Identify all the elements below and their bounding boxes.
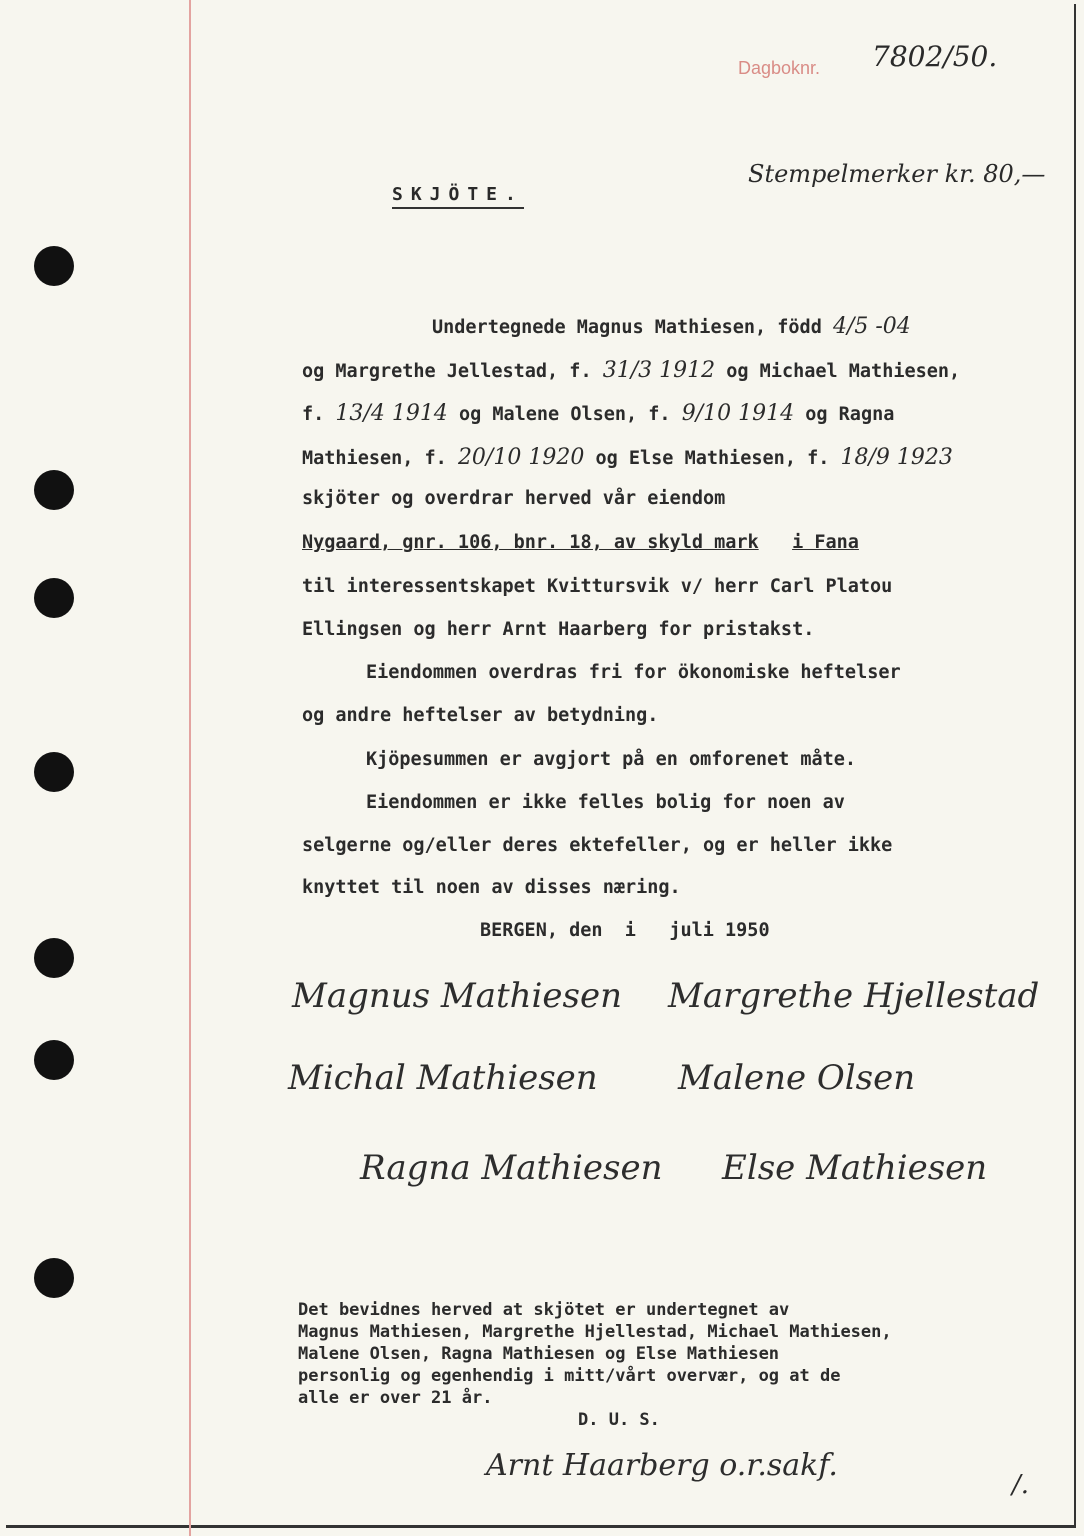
dagboknr-stamp: Dagboknr.	[738, 58, 821, 78]
attestation-line: personlig og egenhendig i mitt/vårt overvær, og at de	[298, 1366, 841, 1386]
body-line: Eiendommen er ikke felles bolig for noen av	[366, 792, 845, 813]
punch-hole	[34, 470, 74, 510]
body-line: og andre heftelser av betydning.	[302, 705, 659, 726]
punch-hole	[34, 1040, 74, 1080]
body-line: knyttet til noen av disses næring.	[302, 877, 681, 898]
document-title: SKJÖTE.	[392, 184, 524, 209]
body-line: skjöter og overdrar herved vår eiendom	[302, 488, 726, 509]
body-line: til interessentskapet Kvittursvik v/ herr Carl Platou	[302, 576, 893, 597]
body-line: f. 13/4 1914 og Malene Olsen, f. 9/10 1914 og Ragna	[302, 401, 895, 426]
signature: Malene Olsen	[678, 1058, 916, 1098]
body-line: Kjöpesummen er avgjort på en omforenet måte.	[366, 749, 857, 770]
signature: Ragna Mathiesen	[360, 1148, 663, 1188]
punch-hole	[34, 578, 74, 618]
dagboknr-number: 7802/50.	[872, 40, 998, 73]
margin-line	[189, 0, 191, 1536]
body-line: og Margrethe Jellestad, f. 31/3 1912 og Michael Mathiesen,	[302, 358, 961, 383]
punch-hole	[34, 938, 74, 978]
punch-hole	[34, 246, 74, 286]
signature: Margrethe Hjellestad	[668, 976, 1040, 1016]
attestation-line: alle er over 21 år.	[298, 1388, 493, 1408]
witness-signature: Arnt Haarberg o.r.sakf.	[486, 1448, 838, 1483]
handwritten-date: 13/4 1914	[335, 401, 448, 426]
attestation-line: Malene Olsen, Ragna Mathiesen og Else Mathiesen	[298, 1344, 780, 1364]
closing-mark: /.	[1012, 1470, 1030, 1500]
signature: Michal Mathiesen	[288, 1058, 598, 1098]
body-line: selgerne og/eller deres ektefeller, og er heller ikke	[302, 835, 893, 856]
handwritten-date: 20/10 1920	[457, 445, 585, 470]
attestation-line: Det bevidnes herved at skjötet er undertegnet av	[298, 1300, 790, 1320]
handwritten-date: 9/10 1914	[681, 401, 795, 426]
punch-hole	[34, 752, 74, 792]
body-line: Mathiesen, f. 20/10 1920 og Else Mathiesen, f. 18/9 1923	[302, 445, 953, 470]
dus-mark: D. U. S.	[578, 1410, 660, 1430]
property-description: Nygaard, gnr. 106, bnr. 18, av skyld mark	[302, 532, 759, 553]
place-date-line: BERGEN, den i juli 1950	[480, 920, 770, 941]
stamp-fee-note: Stempelmerker kr. 80,—	[748, 160, 1046, 188]
body-line: Undertegnede Magnus Mathiesen, född 4/5 -04	[432, 314, 911, 339]
handwritten-date: 18/9 1923	[840, 445, 953, 470]
handwritten-date: 4/5 -04	[832, 314, 911, 339]
handwritten-date: 31/3 1912	[602, 358, 716, 383]
signature: Else Mathiesen	[722, 1148, 988, 1188]
attestation-line: Magnus Mathiesen, Margrethe Hjellestad, Michael Mathiesen,	[298, 1322, 892, 1342]
body-line: Nygaard, gnr. 106, bnr. 18, av skyld mark i Fana	[302, 532, 859, 553]
body-line: Ellingsen og herr Arnt Haarberg for pristakst.	[302, 619, 815, 640]
punch-hole	[34, 1258, 74, 1298]
body-line: Eiendommen overdras fri for ökonomiske heftelser	[366, 662, 901, 683]
signature: Magnus Mathiesen	[292, 976, 623, 1016]
